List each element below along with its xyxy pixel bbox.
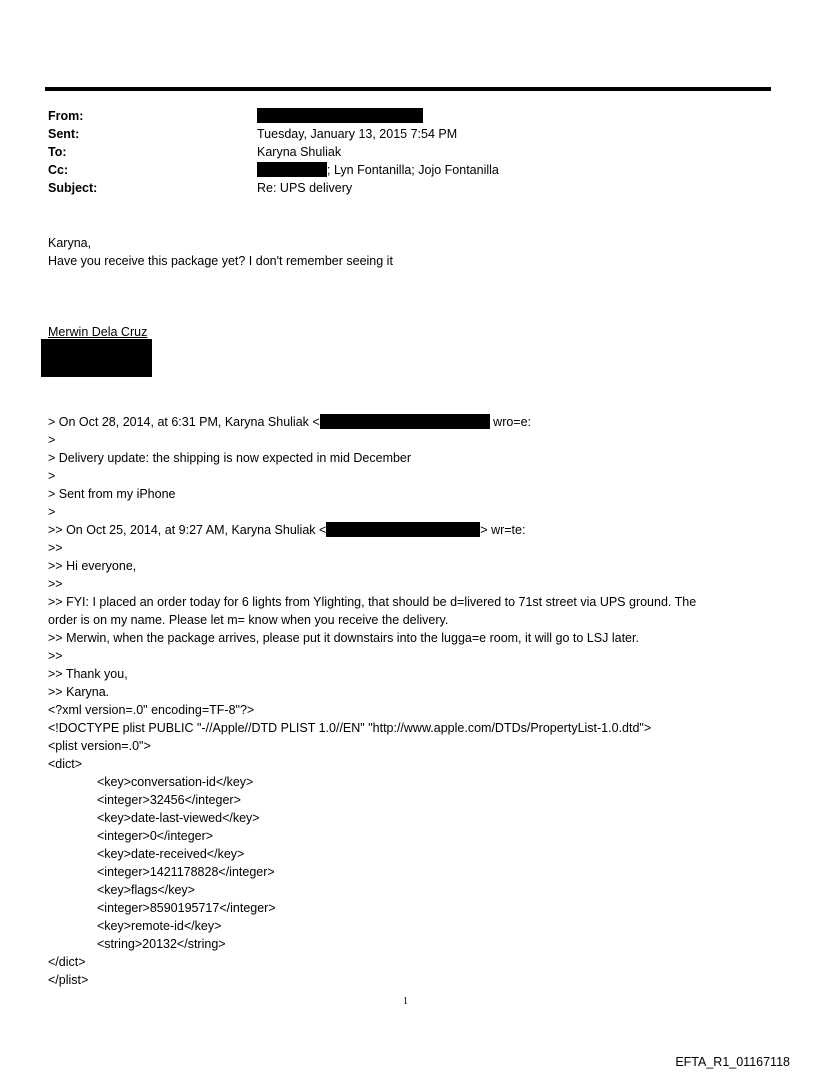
quote-text: >> On Oct 25, 2014, at 9:27 AM, Karyna Shuliak < bbox=[48, 523, 327, 537]
quote-line: > bbox=[48, 433, 56, 447]
quote-line: >> bbox=[48, 649, 63, 663]
quote-text: wro=e: bbox=[489, 415, 532, 429]
to-label: To: bbox=[48, 145, 67, 159]
plist-line: <?xml version=.0" encoding=TF-8"?> bbox=[48, 703, 255, 717]
document-id: EFTA_R1_01167118 bbox=[675, 1055, 790, 1069]
cc-names: ; Lyn Fontanilla; Jojo Fontanilla bbox=[327, 163, 499, 177]
message-text: Have you receive this package yet? I don't remember seeing it bbox=[48, 254, 393, 268]
quote-line: >> Thank you, bbox=[48, 667, 128, 681]
quote-text: > wr=te: bbox=[480, 523, 526, 537]
header-rule bbox=[45, 87, 771, 91]
plist-line: <integer>32456</integer> bbox=[97, 793, 241, 807]
signature-redaction bbox=[41, 339, 152, 377]
greeting: Karyna, bbox=[48, 236, 92, 250]
sent-value: Tuesday, January 13, 2015 7:54 PM bbox=[257, 127, 458, 141]
quote-line: >> Hi everyone, bbox=[48, 559, 137, 573]
quote-line: > Sent from my iPhone bbox=[48, 487, 176, 501]
plist-line: </plist> bbox=[48, 973, 89, 987]
from-value bbox=[257, 107, 423, 125]
quote-line bbox=[48, 413, 531, 431]
cc-value bbox=[257, 161, 499, 179]
plist-line: <integer>1421178828</integer> bbox=[97, 865, 275, 879]
redaction-block bbox=[326, 522, 480, 537]
plist-line: <!DOCTYPE plist PUBLIC "-//Apple//DTD PLIST 1.0//EN" "http://www.apple.com/DTDs/PropertyList-1.0.dtd"> bbox=[48, 721, 652, 735]
quote-text: > On Oct 28, 2014, at 6:31 PM, Karyna Shuliak < bbox=[48, 415, 320, 429]
quote-line: >> Karyna. bbox=[48, 685, 110, 699]
plist-line: <dict> bbox=[48, 757, 83, 771]
sent-label: Sent: bbox=[48, 127, 80, 141]
to-value: Karyna Shuliak bbox=[257, 145, 342, 159]
subject-value: Re: UPS delivery bbox=[257, 181, 353, 195]
redaction-block bbox=[257, 162, 327, 177]
plist-line: <key>date-received</key> bbox=[97, 847, 245, 861]
plist-line: <key>remote-id</key> bbox=[97, 919, 222, 933]
signature-name: Merwin Dela Cruz bbox=[48, 325, 148, 339]
quote-line: > bbox=[48, 469, 56, 483]
plist-line: <integer>0</integer> bbox=[97, 829, 214, 843]
quote-line: order is on my name. Please let m= know when you receive the delivery. bbox=[48, 613, 449, 627]
quote-line: >> bbox=[48, 541, 63, 555]
quote-line: >> Merwin, when the package arrives, please put it downstairs into the lugga=e room, it will go to LSJ later. bbox=[48, 631, 639, 645]
page-number: 1 bbox=[403, 996, 408, 1007]
plist-line: <key>conversation-id</key> bbox=[97, 775, 254, 789]
redaction-block bbox=[320, 414, 490, 429]
plist-line: <plist version=.0"> bbox=[48, 739, 151, 753]
quote-line: >> bbox=[48, 577, 63, 591]
plist-line: <key>date-last-viewed</key> bbox=[97, 811, 260, 825]
quote-line bbox=[48, 521, 525, 539]
from-label: From: bbox=[48, 109, 84, 123]
plist-line: </dict> bbox=[48, 955, 86, 969]
plist-line: <string>20132</string> bbox=[97, 937, 226, 951]
redaction-block bbox=[257, 108, 423, 123]
subject-label: Subject: bbox=[48, 181, 98, 195]
quote-line: > bbox=[48, 505, 56, 519]
cc-label: Cc: bbox=[48, 163, 69, 177]
quote-line: > Delivery update: the shipping is now expected in mid December bbox=[48, 451, 412, 465]
plist-line: <integer>8590195717</integer> bbox=[97, 901, 276, 915]
plist-line: <key>flags</key> bbox=[97, 883, 195, 897]
quote-line: >> FYI: I placed an order today for 6 lights from Ylighting, that should be d=livered to 71st street via UPS ground. The bbox=[48, 595, 697, 609]
